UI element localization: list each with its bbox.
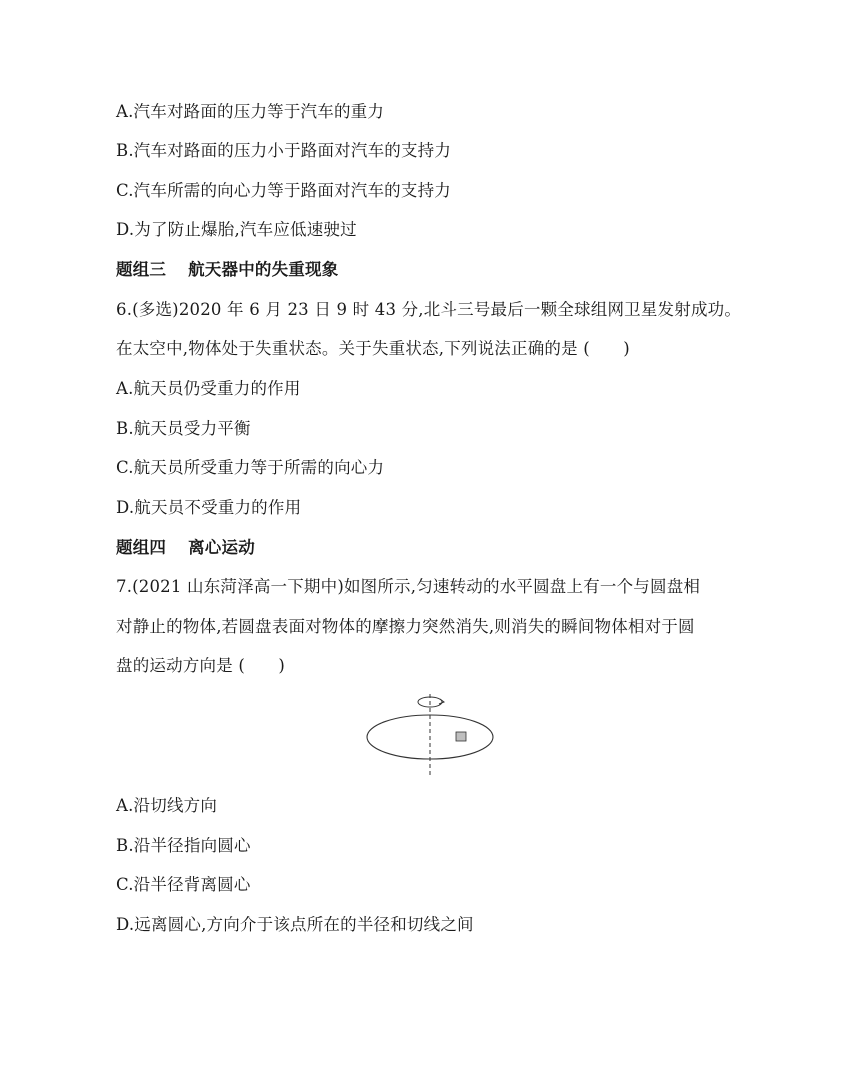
group4-title: 离心运动 xyxy=(188,538,255,557)
q6-option-c: C.航天员所受重力等于所需的向心力 xyxy=(116,458,385,477)
q7-option-c: C.沿半径背离圆心 xyxy=(116,875,251,894)
q7-stem-line1: 7.(2021 山东菏泽高一下期中)如图所示,匀速转动的水平圆盘上有一个与圆盘相 xyxy=(116,577,701,596)
q6-stem-line1: 6.(多选)2020 年 6 月 23 日 9 时 43 分,北斗三号最后一颗全球组网卫星发射成功。 xyxy=(116,300,742,319)
q6-option-a: A.航天员仍受重力的作用 xyxy=(116,379,301,398)
q5-option-b: B.汽车对路面的压力小于路面对汽车的支持力 xyxy=(116,141,452,160)
group3-heading xyxy=(116,260,338,280)
q6-stem-line2: 在太空中,物体处于失重状态。关于失重状态,下列说法正确的是 ( ) xyxy=(116,339,630,358)
q7-option-a: A.沿切线方向 xyxy=(116,796,218,815)
q7-stem-line2: 对静止的物体,若圆盘表面对物体的摩擦力突然消失,则消失的瞬间物体相对于圆 xyxy=(116,617,695,636)
q7-option-d: D.远离圆心,方向介于该点所在的半径和切线之间 xyxy=(116,915,474,934)
q6-option-d: D.航天员不受重力的作用 xyxy=(116,498,302,517)
group3-title: 航天器中的失重现象 xyxy=(188,260,339,279)
group4-heading xyxy=(116,538,255,558)
q5-option-a: A.汽车对路面的压力等于汽车的重力 xyxy=(116,102,385,121)
q5-option-d: D.为了防止爆胎,汽车应低速驶过 xyxy=(116,220,357,239)
q7-option-b: B.沿半径指向圆心 xyxy=(116,836,251,855)
rotating-disk-figure xyxy=(364,690,504,780)
group4-label: 题组四 xyxy=(116,538,167,557)
q5-option-c: C.汽车所需的向心力等于路面对汽车的支持力 xyxy=(116,181,451,200)
q6-option-b: B.航天员受力平衡 xyxy=(116,419,251,438)
object-block xyxy=(456,732,466,741)
group3-label: 题组三 xyxy=(116,260,167,279)
q7-stem-line3: 盘的运动方向是 ( ) xyxy=(116,656,286,675)
